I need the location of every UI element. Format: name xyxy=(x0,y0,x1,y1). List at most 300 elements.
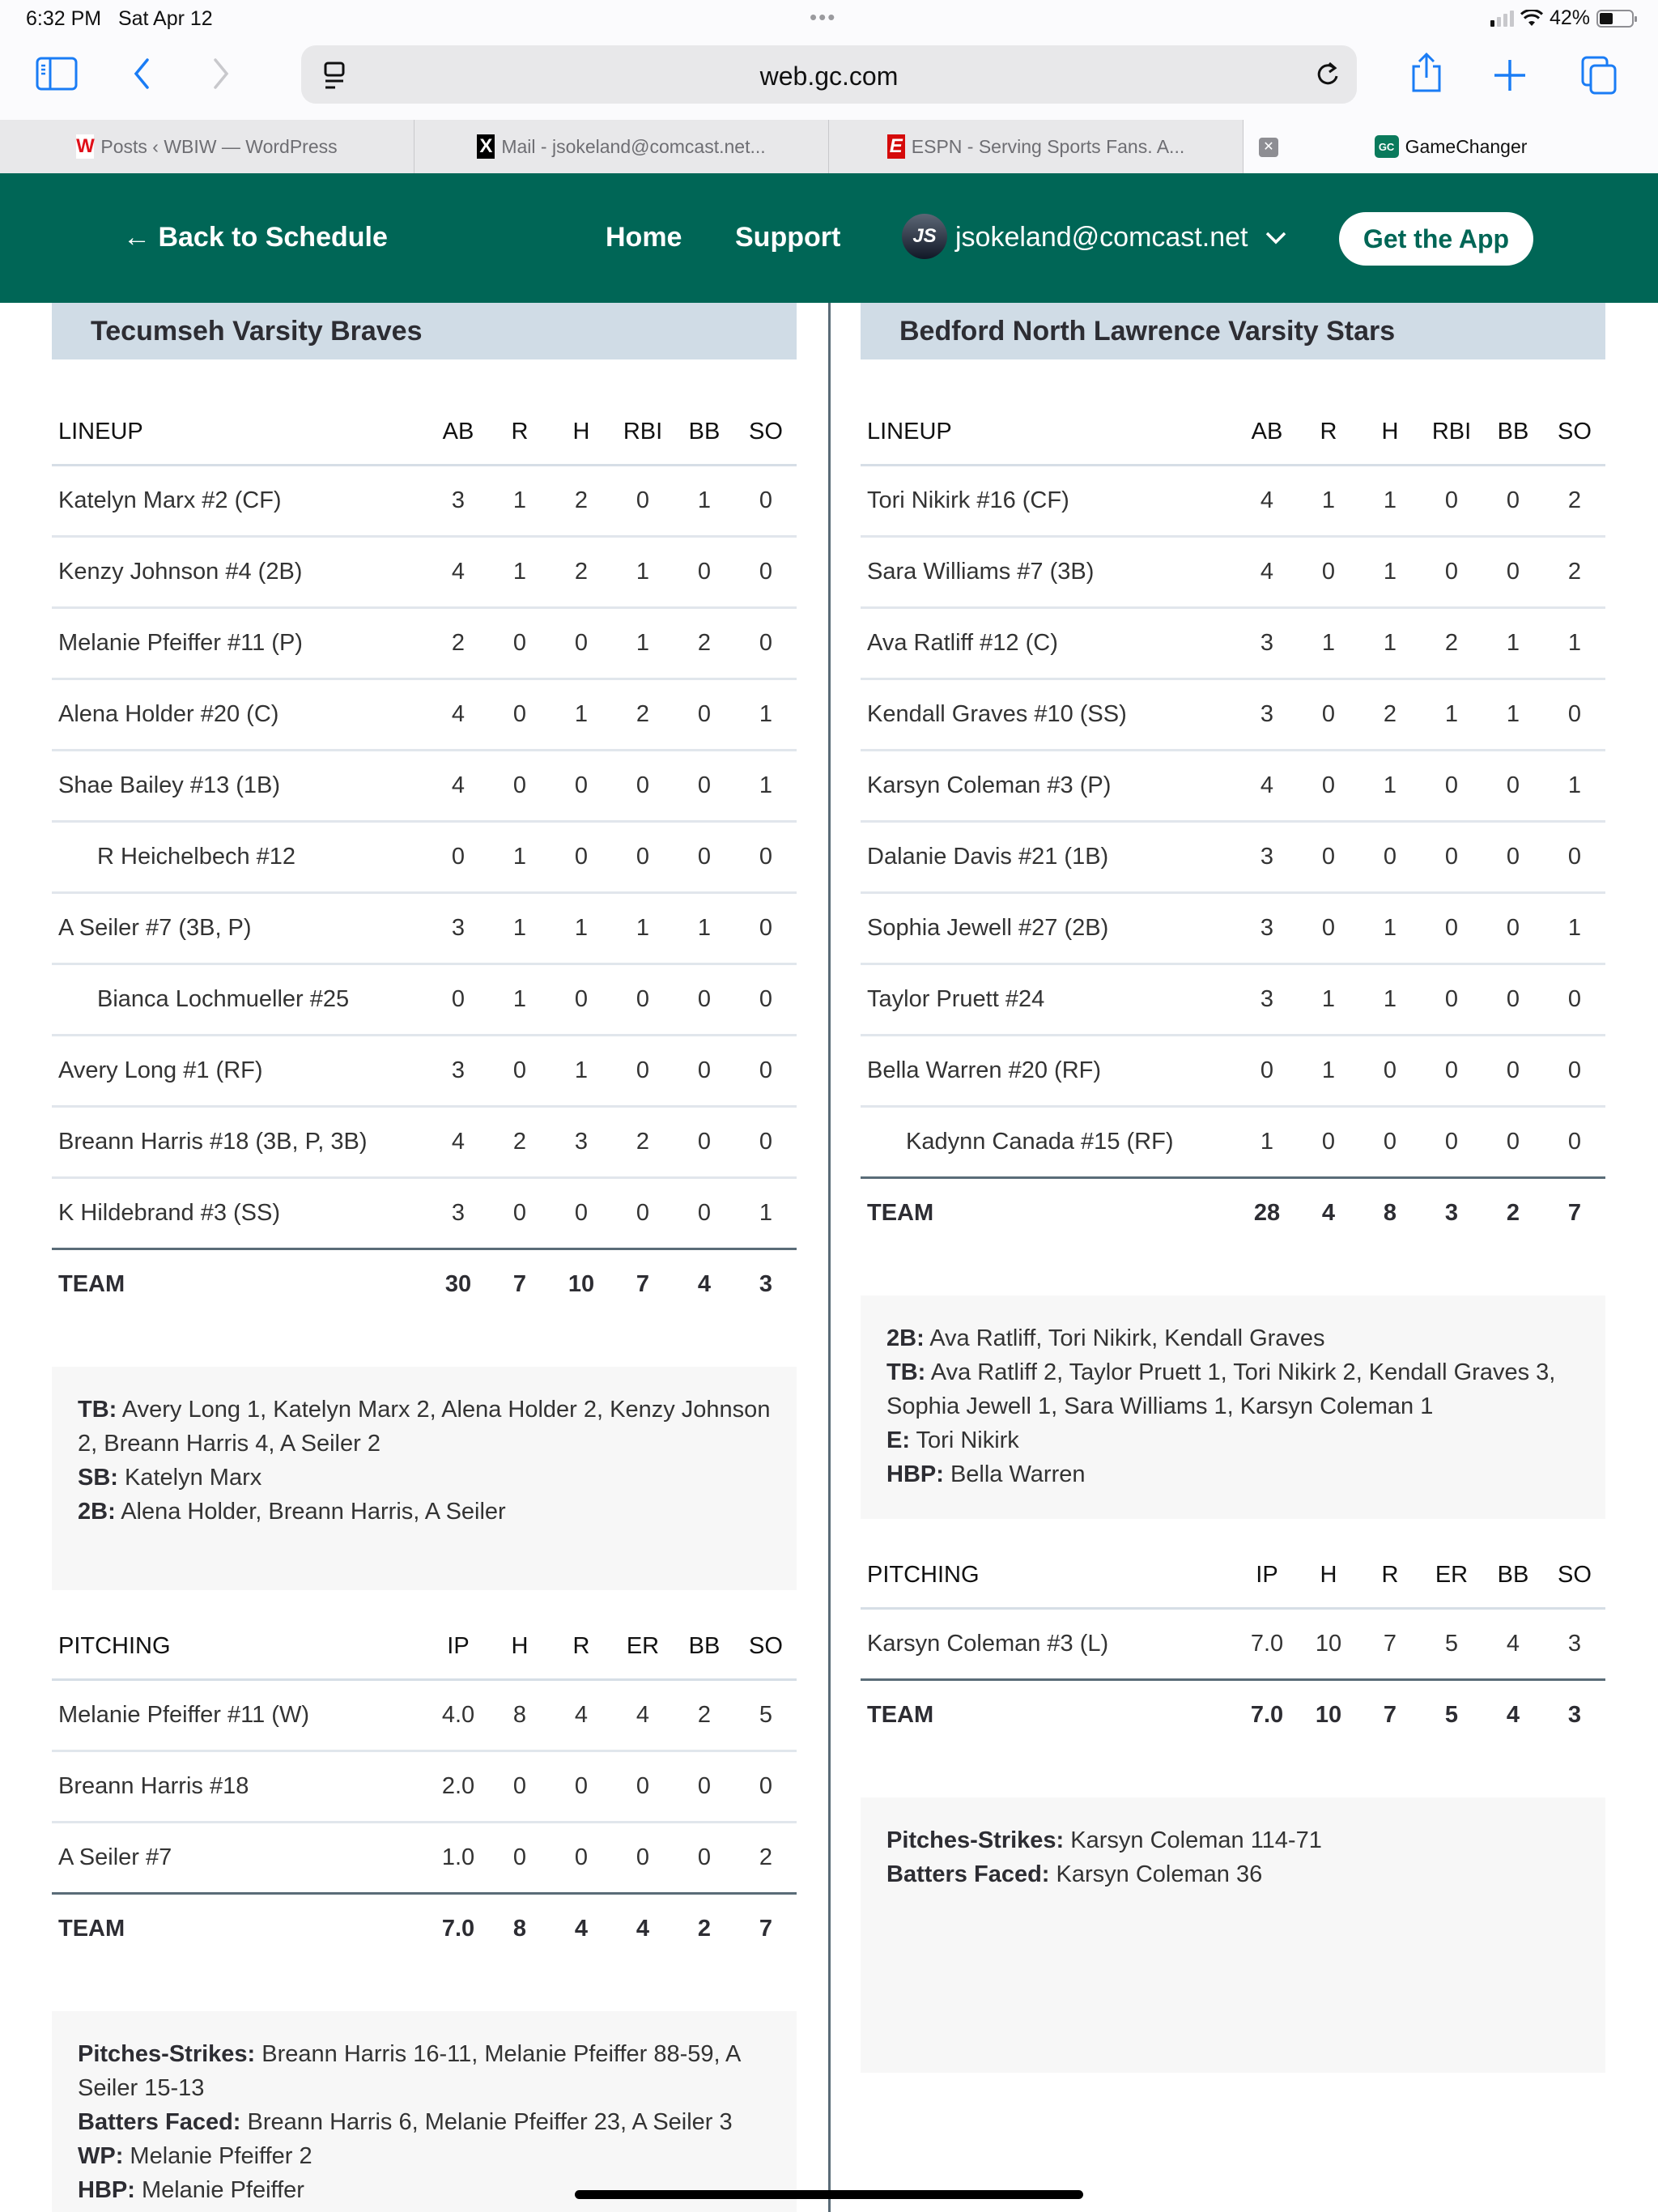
column-header-stat: SO xyxy=(1544,1543,1605,1608)
team-totals-row xyxy=(861,1679,1605,1750)
player-row[interactable] xyxy=(52,536,797,607)
note-line xyxy=(886,1823,1579,1857)
note-text: Tori Nikirk xyxy=(910,1427,1019,1453)
column-header-stat: H xyxy=(1359,400,1421,465)
team-total-cell: 5 xyxy=(1444,1702,1459,1729)
stat-cell: 3 xyxy=(1236,821,1298,892)
column-header-stat: R xyxy=(551,1614,612,1679)
stat-cell: 2 xyxy=(674,607,735,678)
note-label: Batters Faced: xyxy=(886,1861,1050,1887)
stat-cell: 1 xyxy=(1359,536,1421,607)
player-name[interactable]: Avery Long #1 (RF) xyxy=(52,1035,427,1106)
stat-cell: 0 xyxy=(1236,1035,1298,1106)
stat-cell: 1 xyxy=(1359,607,1421,678)
stat-cell: 1 xyxy=(551,678,612,750)
stat-cell: 4 xyxy=(427,1106,489,1177)
lineup-table xyxy=(52,400,797,1320)
team-total-cell: 7.0 xyxy=(1250,1702,1284,1729)
team-total-cell: 28 xyxy=(1253,1200,1281,1227)
stat-cell: 1 xyxy=(489,536,551,607)
stat-cell: 0 xyxy=(612,1035,674,1106)
stat-cell: 0 xyxy=(735,1750,797,1822)
get-the-app-button[interactable]: Get the App xyxy=(1339,212,1533,266)
stat-cell: 0 xyxy=(1359,821,1421,892)
cellular-signal-icon xyxy=(1490,11,1514,27)
stat-cell: 0 xyxy=(735,1035,797,1106)
stat-cell: 3 xyxy=(1544,1608,1605,1679)
stat-cell: 0 xyxy=(735,607,797,678)
stat-cell: 1.0 xyxy=(427,1822,489,1893)
player-name[interactable]: K Hildebrand #3 (SS) xyxy=(52,1177,427,1249)
player-row[interactable] xyxy=(52,465,797,536)
stat-cell: 0 xyxy=(1421,1035,1482,1106)
note-label: Pitches-Strikes: xyxy=(886,1827,1065,1853)
player-row[interactable] xyxy=(861,892,1605,963)
stat-cell: 0 xyxy=(1544,1035,1605,1106)
stat-cell: 0 xyxy=(1421,536,1482,607)
stat-cell: 0 xyxy=(674,1106,735,1177)
note-text: Alena Holder, Breann Harris, A Seiler xyxy=(115,1499,506,1525)
stat-cell: 1 xyxy=(1482,678,1544,750)
player-name[interactable]: A Seiler #7 (3B, P) xyxy=(52,892,427,963)
column-header-stat: IP xyxy=(427,1614,489,1679)
column-header-stat: SO xyxy=(735,400,797,465)
stat-cell: 1 xyxy=(1544,892,1605,963)
lineup-table xyxy=(861,400,1605,1249)
espn-icon: E xyxy=(887,134,905,159)
player-row[interactable] xyxy=(861,1608,1605,1679)
back-chevron-icon[interactable] xyxy=(130,57,154,91)
sidebar-icon[interactable] xyxy=(36,57,78,91)
stat-cell: 4 xyxy=(427,678,489,750)
stat-cell: 1 xyxy=(735,1177,797,1249)
batting-notes xyxy=(52,1367,797,1590)
player-row[interactable] xyxy=(52,1035,797,1106)
player-name[interactable]: Kadynn Canada #15 (RF) xyxy=(861,1106,1236,1177)
note-text: Avery Long 1, Katelyn Marx 2, Alena Holder 2, Kenzy Johnson 2, Breann Harris 4, A Seiler 2 xyxy=(78,1397,771,1457)
batting-notes xyxy=(861,1295,1605,1519)
player-name[interactable]: Taylor Pruett #24 xyxy=(861,963,1236,1035)
note-line xyxy=(886,1857,1579,1891)
player-row[interactable] xyxy=(52,963,797,1035)
home-indicator[interactable] xyxy=(575,2190,1083,2199)
stat-cell: 1 xyxy=(1359,963,1421,1035)
team-total-cell: 10 xyxy=(1315,1702,1342,1729)
player-name[interactable]: Alena Holder #20 (C) xyxy=(52,678,427,750)
column-header-stat: BB xyxy=(674,1614,735,1679)
note-label: HBP: xyxy=(78,2177,135,2203)
team-total-cell: 3 xyxy=(1567,1702,1582,1729)
team-total-cell: 3 xyxy=(1444,1200,1459,1227)
arrow-left-icon: ← xyxy=(123,222,151,253)
column-header-stat: BB xyxy=(674,400,735,465)
team-totals-label: TEAM xyxy=(867,1702,934,1729)
stat-cell: 0 xyxy=(1544,1106,1605,1177)
column-header-lineup: LINEUP xyxy=(52,400,427,465)
stat-cell: 0 xyxy=(489,750,551,821)
stat-cell: 4.0 xyxy=(427,1679,489,1750)
stat-cell: 0 xyxy=(612,1822,674,1893)
stat-cell: 1 xyxy=(1482,607,1544,678)
note-text: Melanie Pfeiffer xyxy=(134,2177,304,2203)
stat-cell: 0 xyxy=(551,1177,612,1249)
stat-cell: 0 xyxy=(1482,821,1544,892)
note-text: Ava Ratliff, Tori Nikirk, Kendall Graves xyxy=(924,1325,1325,1351)
note-line xyxy=(78,1495,771,1529)
support-link[interactable]: Support xyxy=(735,222,841,253)
stat-cell: 4 xyxy=(1482,1608,1544,1679)
stat-cell: 0 xyxy=(1421,821,1482,892)
column-header-stat: R xyxy=(1298,400,1359,465)
player-name[interactable]: Dalanie Davis #21 (1B) xyxy=(861,821,1236,892)
address-bar[interactable] xyxy=(301,45,1357,104)
battery-level xyxy=(1600,13,1613,24)
team-total-cell: 4 xyxy=(636,1916,650,1942)
stat-cell: 2 xyxy=(489,1106,551,1177)
team-total-cell: 4 xyxy=(1506,1702,1520,1729)
tab-espn[interactable] xyxy=(829,120,1244,173)
stat-cell: 0 xyxy=(674,678,735,750)
note-text: Karsyn Coleman 114-71 xyxy=(1064,1827,1322,1853)
stat-cell: 2 xyxy=(427,607,489,678)
stat-cell: 1 xyxy=(489,821,551,892)
stat-cell: 0 xyxy=(1482,750,1544,821)
column-header-stat: AB xyxy=(427,400,489,465)
pitching-notes xyxy=(52,2011,797,2212)
note-label: 2B: xyxy=(78,1499,116,1525)
player-row[interactable] xyxy=(52,678,797,750)
stat-cell: 0 xyxy=(1482,465,1544,536)
team-name: Bedford North Lawrence Varsity Stars xyxy=(861,303,1605,359)
team-total-cell: 4 xyxy=(697,1271,712,1298)
stat-cell: 0 xyxy=(612,750,674,821)
stat-cell: 0 xyxy=(735,821,797,892)
home-link[interactable]: Home xyxy=(606,222,682,253)
stat-cell: 0 xyxy=(612,465,674,536)
column-header-stat: RBI xyxy=(1421,400,1482,465)
column-header-stat: H xyxy=(489,1614,551,1679)
stat-cell: 4 xyxy=(427,536,489,607)
team-total-cell: 7 xyxy=(636,1271,650,1298)
player-row[interactable] xyxy=(52,892,797,963)
stat-cell: 1 xyxy=(1359,465,1421,536)
player-row[interactable] xyxy=(52,750,797,821)
stat-cell: 0 xyxy=(551,821,612,892)
player-name[interactable]: Bianca Lochmueller #25 xyxy=(52,963,427,1035)
player-name[interactable]: Kenzy Johnson #4 (2B) xyxy=(52,536,427,607)
player-name[interactable]: Ava Ratliff #12 (C) xyxy=(861,607,1236,678)
team-total-cell: 4 xyxy=(574,1916,589,1942)
stat-cell: 0 xyxy=(489,1750,551,1822)
stat-cell: 2 xyxy=(612,1106,674,1177)
team-total-cell: 3 xyxy=(759,1271,773,1298)
player-row[interactable] xyxy=(861,678,1605,750)
reload-icon[interactable] xyxy=(1313,58,1342,91)
player-row[interactable] xyxy=(861,821,1605,892)
stat-cell: 3 xyxy=(427,1035,489,1106)
player-name[interactable]: Karsyn Coleman #3 (L) xyxy=(861,1608,1236,1679)
column-header-stat: BB xyxy=(1482,1543,1544,1608)
stat-cell: 3 xyxy=(1236,607,1298,678)
player-row[interactable] xyxy=(52,1106,797,1177)
stat-cell: 3 xyxy=(427,892,489,963)
stat-cell: 4 xyxy=(551,1679,612,1750)
url-text[interactable]: web.gc.com xyxy=(759,62,899,91)
stat-cell: 0 xyxy=(1544,821,1605,892)
forward-chevron-icon[interactable] xyxy=(209,57,233,91)
team-total-cell: 8 xyxy=(1383,1200,1397,1227)
stat-cell: 1 xyxy=(1236,1106,1298,1177)
team-total-cell: 30 xyxy=(444,1271,472,1298)
stat-cell: 5 xyxy=(1421,1608,1482,1679)
tab-wordpress[interactable] xyxy=(0,120,414,173)
team-total-cell: 10 xyxy=(568,1271,595,1298)
column-header-stat: SO xyxy=(735,1614,797,1679)
share-icon[interactable] xyxy=(1409,52,1444,94)
note-line xyxy=(78,1461,771,1495)
tab-label: ESPN - Serving Sports Fans. A... xyxy=(911,135,1185,157)
note-text: Breann Harris 16-11, Melanie Pfeiffer 88-59, A Seiler 15-13 xyxy=(78,2041,740,2101)
column-header-stat: IP xyxy=(1236,1543,1298,1608)
stat-cell: 0 xyxy=(1544,678,1605,750)
note-text: Breann Harris 6, Melanie Pfeiffer 23, A Seiler 3 xyxy=(240,2109,733,2135)
tab-label: Mail - jsokeland@comcast.net... xyxy=(501,135,766,157)
stat-cell: 2 xyxy=(1544,536,1605,607)
player-name[interactable]: Bella Warren #20 (RF) xyxy=(861,1035,1236,1106)
player-row[interactable] xyxy=(52,1750,797,1822)
team-totals-label: TEAM xyxy=(867,1200,934,1227)
battery-icon xyxy=(1596,10,1634,28)
stat-cell: 0 xyxy=(735,892,797,963)
team-name: Tecumseh Varsity Braves xyxy=(52,303,797,359)
back-to-schedule-link[interactable]: ← Back to Schedule xyxy=(123,222,388,253)
stat-cell: 0 xyxy=(551,607,612,678)
player-name[interactable]: Melanie Pfeiffer #11 (P) xyxy=(52,607,427,678)
column-header-stat: ER xyxy=(1421,1543,1482,1608)
stat-cell: 2 xyxy=(551,465,612,536)
tab-label: GameChanger xyxy=(1405,135,1528,157)
browser-tab-bar xyxy=(0,120,1658,173)
stat-cell: 0 xyxy=(489,678,551,750)
stat-cell: 0 xyxy=(735,536,797,607)
stat-cell: 1 xyxy=(1359,892,1421,963)
team-totals-label: TEAM xyxy=(58,1271,125,1298)
stat-cell: 0 xyxy=(1482,536,1544,607)
stat-cell: 0 xyxy=(551,963,612,1035)
player-name[interactable]: Sara Williams #7 (3B) xyxy=(861,536,1236,607)
note-label: SB: xyxy=(78,1465,118,1491)
team-total-cell: 7 xyxy=(1567,1200,1582,1227)
stat-cell: 1 xyxy=(489,963,551,1035)
stat-cell: 0 xyxy=(1298,536,1359,607)
note-line xyxy=(886,1321,1579,1355)
wordpress-w-icon: W xyxy=(76,135,95,157)
team-total-cell: 7 xyxy=(512,1271,527,1298)
column-header-stat: H xyxy=(1298,1543,1359,1608)
stat-cell: 1 xyxy=(735,678,797,750)
tab-overview-icon[interactable] xyxy=(1580,55,1618,96)
stat-cell: 0 xyxy=(1298,750,1359,821)
player-name[interactable]: A Seiler #7 xyxy=(52,1822,427,1893)
stat-cell: 0 xyxy=(1482,1106,1544,1177)
team-total-cell: 4 xyxy=(1321,1200,1336,1227)
team-totals-row xyxy=(52,1249,797,1320)
stat-cell: 10 xyxy=(1298,1608,1359,1679)
avatar[interactable]: JS xyxy=(902,214,947,259)
player-row[interactable] xyxy=(861,1106,1605,1177)
player-name[interactable]: Melanie Pfeiffer #11 (W) xyxy=(52,1679,427,1750)
pitching-table xyxy=(52,1614,797,1964)
stat-cell: 0 xyxy=(551,750,612,821)
pitching-table xyxy=(861,1543,1605,1750)
stat-cell: 0 xyxy=(1359,1106,1421,1177)
stat-cell: 2 xyxy=(1421,607,1482,678)
stat-cell: 0 xyxy=(1482,1035,1544,1106)
stat-cell: 1 xyxy=(1298,465,1359,536)
stat-cell: 0 xyxy=(674,963,735,1035)
player-row[interactable] xyxy=(861,536,1605,607)
stat-cell: 1 xyxy=(612,607,674,678)
stat-cell: 0 xyxy=(551,1822,612,1893)
stat-cell: 0 xyxy=(735,465,797,536)
stat-cell: 0 xyxy=(674,536,735,607)
stat-cell: 1 xyxy=(674,465,735,536)
stat-cell: 3 xyxy=(551,1106,612,1177)
player-name[interactable]: R Heichelbech #12 xyxy=(52,821,427,892)
stat-cell: 1 xyxy=(1298,963,1359,1035)
browser-toolbar xyxy=(0,39,1658,120)
stat-cell: 1 xyxy=(612,892,674,963)
note-label: WP: xyxy=(78,2143,124,2169)
column-header-stat: ER xyxy=(612,1614,674,1679)
status-bar xyxy=(0,0,1658,39)
note-line xyxy=(886,1457,1579,1491)
tab-mail[interactable] xyxy=(414,120,829,173)
note-text: Bella Warren xyxy=(943,1461,1086,1487)
note-line xyxy=(886,1355,1579,1423)
stat-cell: 4 xyxy=(1236,536,1298,607)
note-text: Karsyn Coleman 36 xyxy=(1049,1861,1263,1887)
player-row[interactable] xyxy=(861,465,1605,536)
note-text: Katelyn Marx xyxy=(117,1465,262,1491)
column-header-stat: BB xyxy=(1482,400,1544,465)
status-time: 6:32 PM Sat Apr 12 xyxy=(26,7,213,30)
stat-cell: 0 xyxy=(1421,892,1482,963)
stat-cell: 0 xyxy=(427,963,489,1035)
stat-cell: 1 xyxy=(1421,678,1482,750)
player-name[interactable]: Breann Harris #18 (3B, P, 3B) xyxy=(52,1106,427,1177)
stat-cell: 7.0 xyxy=(1236,1608,1298,1679)
stat-cell: 0 xyxy=(674,750,735,821)
stat-cell: 0 xyxy=(1421,1106,1482,1177)
note-text: Ava Ratliff 2, Taylor Pruett 1, Tori Nikirk 2, Kendall Graves 3, Sophia Jewell 1, Sara Williams 1, Karsyn Coleman 1 xyxy=(886,1359,1556,1419)
stat-cell: 2 xyxy=(551,536,612,607)
player-name[interactable]: Tori Nikirk #16 (CF) xyxy=(861,465,1236,536)
note-label: TB: xyxy=(78,1397,117,1423)
stat-cell: 2.0 xyxy=(427,1750,489,1822)
stat-cell: 7 xyxy=(1359,1608,1421,1679)
stat-cell: 3 xyxy=(427,1177,489,1249)
stat-cell: 0 xyxy=(1482,963,1544,1035)
stat-cell: 0 xyxy=(1298,821,1359,892)
stat-cell: 0 xyxy=(489,607,551,678)
player-row[interactable] xyxy=(52,1679,797,1750)
stat-cell: 2 xyxy=(612,678,674,750)
player-row[interactable] xyxy=(52,1822,797,1893)
stat-cell: 3 xyxy=(1236,678,1298,750)
stat-cell: 1 xyxy=(674,892,735,963)
team-total-cell: 2 xyxy=(697,1916,712,1942)
stat-cell: 0 xyxy=(674,1750,735,1822)
site-header xyxy=(0,173,1658,303)
player-row[interactable] xyxy=(861,1035,1605,1106)
player-row[interactable] xyxy=(861,750,1605,821)
player-row[interactable] xyxy=(52,1177,797,1249)
user-menu[interactable]: jsokeland@comcast.net xyxy=(955,222,1288,253)
pitching-notes xyxy=(861,1797,1605,2073)
stat-cell: 2 xyxy=(1544,465,1605,536)
stat-cell: 1 xyxy=(1544,750,1605,821)
column-divider xyxy=(828,303,831,2212)
player-name[interactable]: Katelyn Marx #2 (CF) xyxy=(52,465,427,536)
stat-cell: 1 xyxy=(1359,750,1421,821)
stat-cell: 1 xyxy=(551,892,612,963)
stat-cell: 4 xyxy=(1236,750,1298,821)
stat-cell: 0 xyxy=(489,1035,551,1106)
player-row[interactable] xyxy=(52,821,797,892)
note-label: E: xyxy=(886,1427,910,1453)
note-label: HBP: xyxy=(886,1461,944,1487)
team-total-cell: 7.0 xyxy=(441,1916,475,1942)
stat-cell: 0 xyxy=(489,1822,551,1893)
stat-cell: 0 xyxy=(1298,1106,1359,1177)
player-row[interactable] xyxy=(861,963,1605,1035)
team-total-cell: 7 xyxy=(1383,1702,1397,1729)
note-label: 2B: xyxy=(886,1325,925,1351)
player-row[interactable] xyxy=(861,607,1605,678)
player-row[interactable] xyxy=(52,607,797,678)
stat-cell: 3 xyxy=(1236,963,1298,1035)
wifi-icon xyxy=(1520,10,1543,28)
player-name[interactable]: Sophia Jewell #27 (2B) xyxy=(861,892,1236,963)
multitasking-dots-icon[interactable]: ••• xyxy=(810,5,837,29)
stat-cell: 4 xyxy=(427,750,489,821)
column-header-stat: RBI xyxy=(612,400,674,465)
note-line xyxy=(886,1423,1579,1457)
player-name[interactable]: Karsyn Coleman #3 (P) xyxy=(861,750,1236,821)
stat-cell: 0 xyxy=(1421,963,1482,1035)
player-name[interactable]: Breann Harris #18 xyxy=(52,1750,427,1822)
stat-cell: 1 xyxy=(612,536,674,607)
tab-gamechanger[interactable] xyxy=(1244,120,1658,173)
x-mail-icon: X xyxy=(477,134,495,159)
stat-cell: 1 xyxy=(1298,607,1359,678)
column-header-stat: SO xyxy=(1544,400,1605,465)
stat-cell: 3 xyxy=(427,465,489,536)
stat-cell: 0 xyxy=(612,1750,674,1822)
chevron-down-icon xyxy=(1264,230,1288,246)
player-name[interactable]: Shae Bailey #13 (1B) xyxy=(52,750,427,821)
stat-cell: 2 xyxy=(1359,678,1421,750)
new-tab-plus-icon[interactable] xyxy=(1493,58,1527,92)
player-name[interactable]: Kendall Graves #10 (SS) xyxy=(861,678,1236,750)
battery-percent: 42% xyxy=(1549,6,1590,29)
stat-cell: 4 xyxy=(1236,465,1298,536)
column-header-stat: H xyxy=(551,400,612,465)
stat-cell: 0 xyxy=(674,1177,735,1249)
tab-label: Posts ‹ WBIW — WordPress xyxy=(100,135,338,157)
close-tab-icon[interactable]: ✕ xyxy=(1259,138,1278,157)
